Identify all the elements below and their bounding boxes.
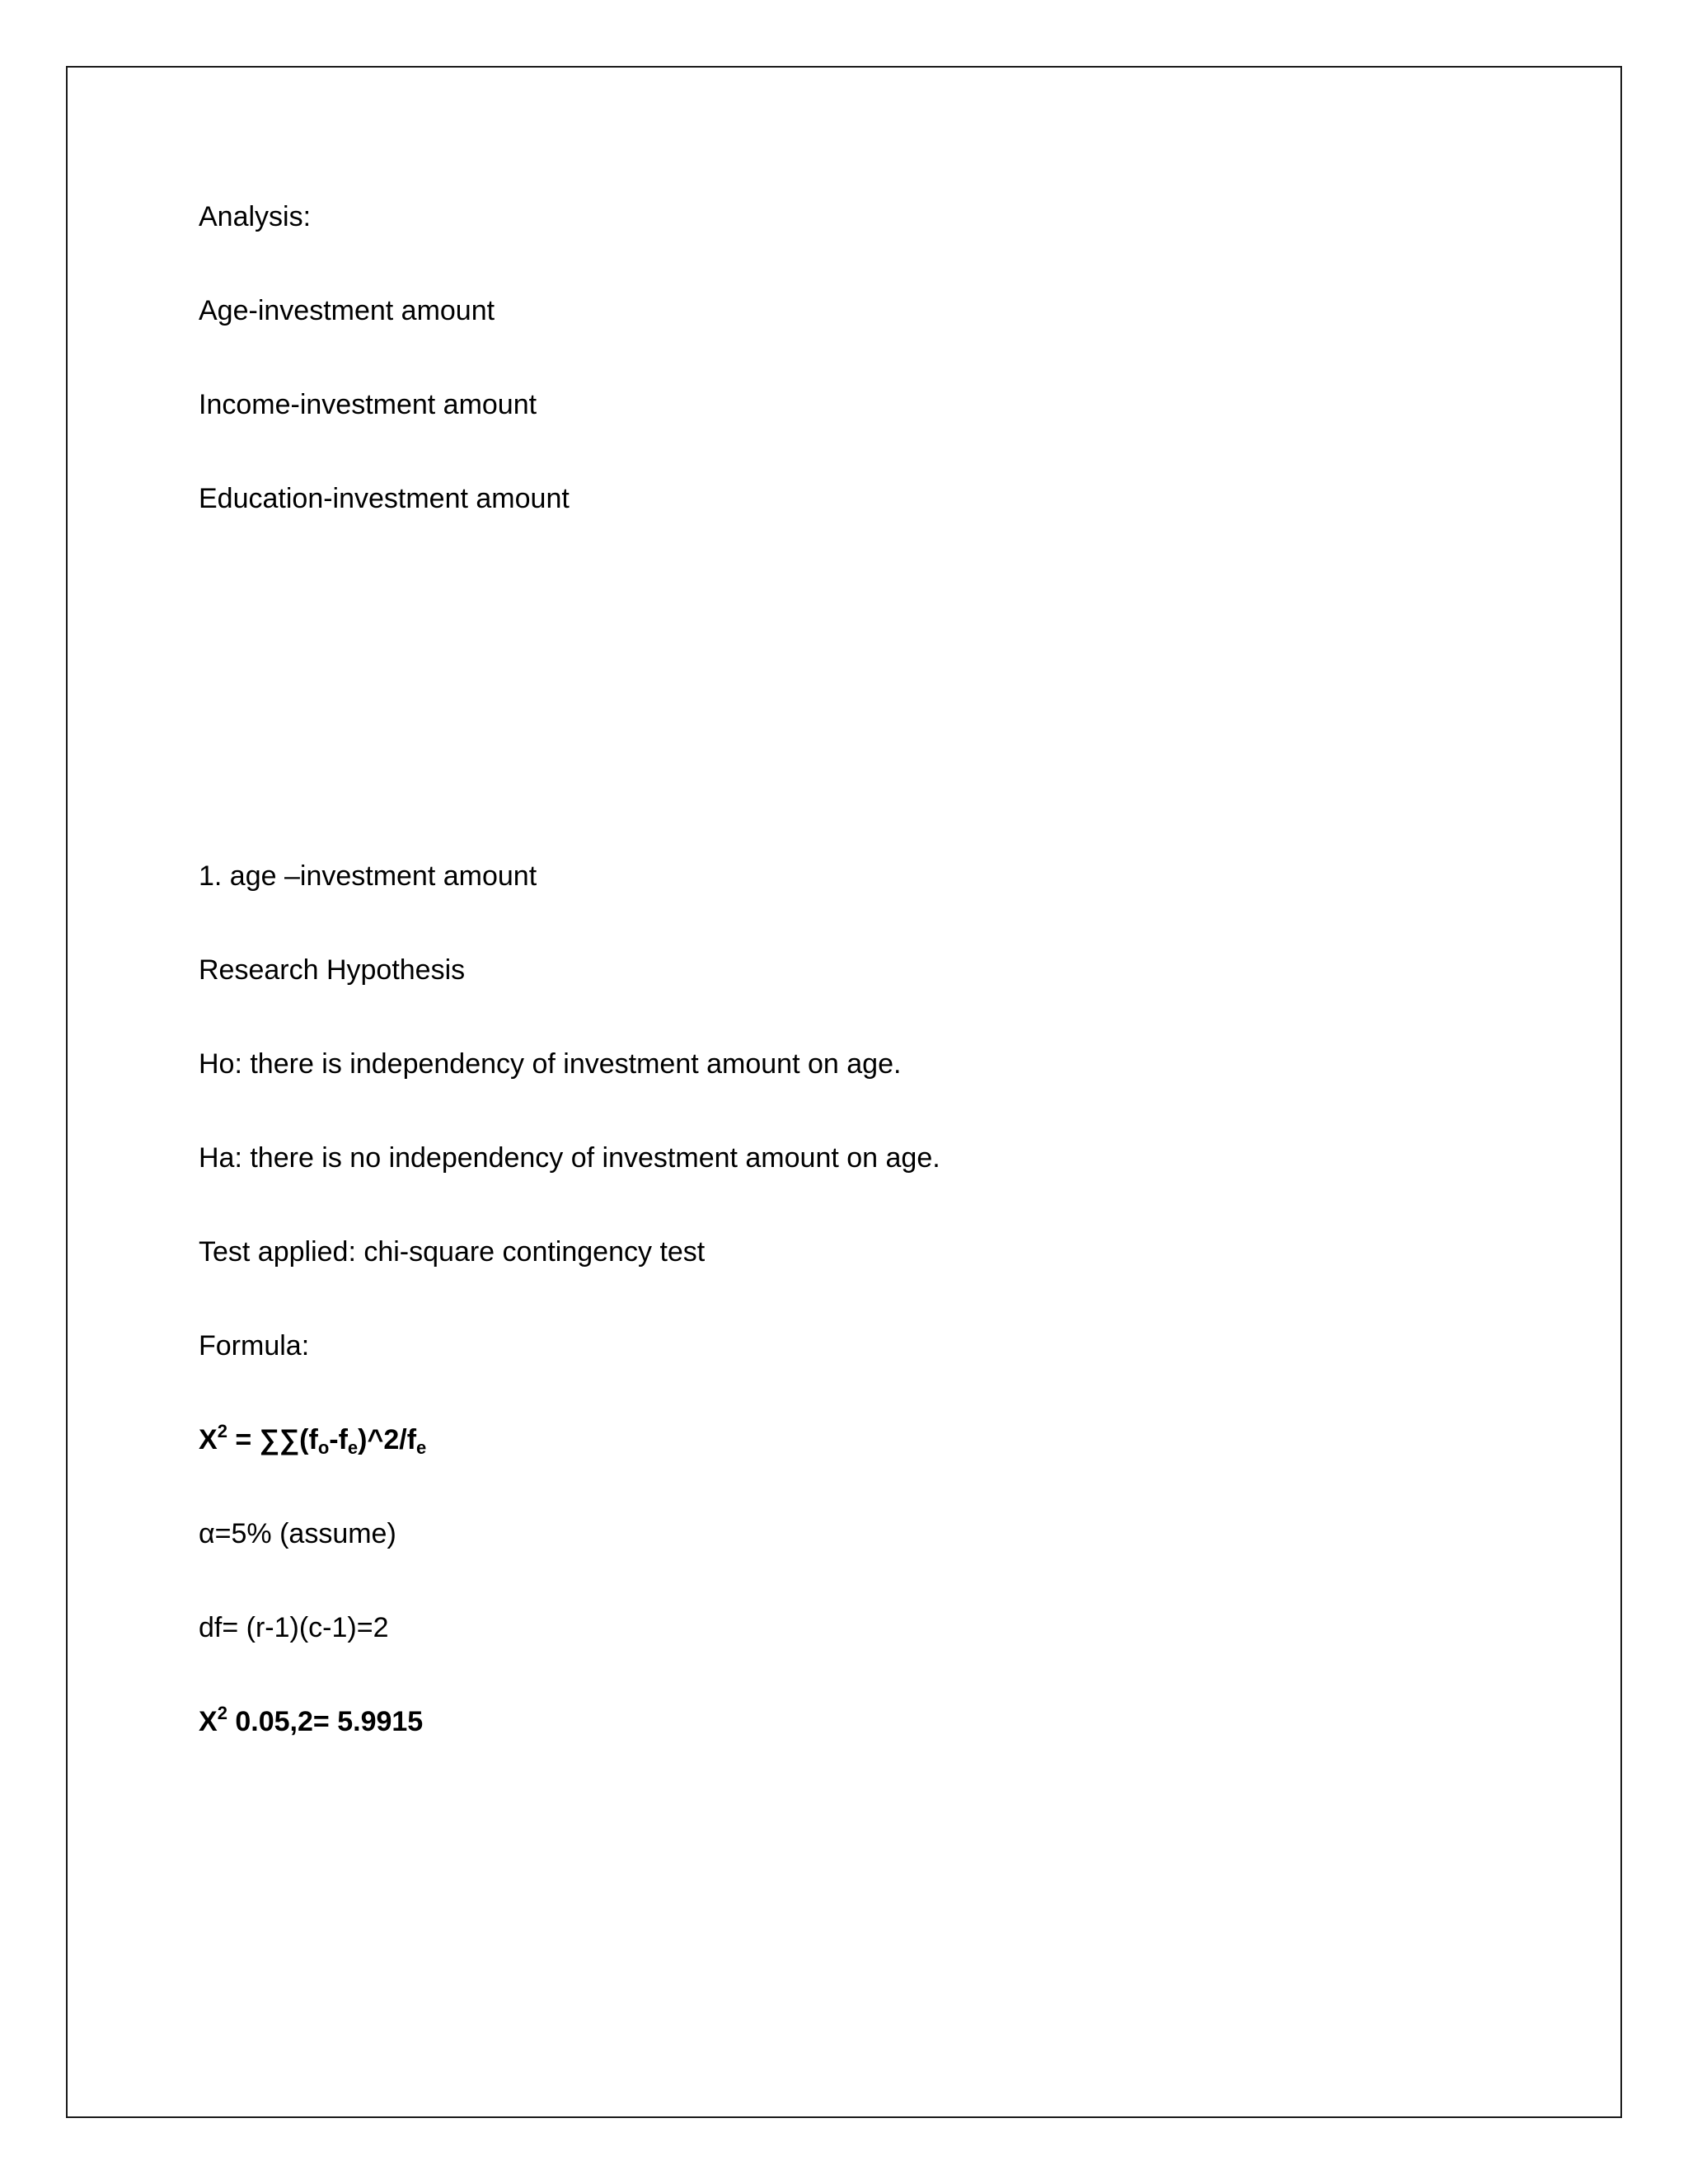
formula-sub-e2: e: [416, 1437, 427, 1458]
formula-part2: )^2/f: [358, 1424, 417, 1455]
degrees-of-freedom: df= (r-1)(c-1)=2: [199, 1612, 389, 1643]
analysis-item-education: Education-investment amount: [199, 483, 570, 514]
chi-square-formula: [199, 1423, 426, 1456]
formula-part1: = ∑∑(f: [227, 1424, 318, 1455]
page-border: [66, 66, 1622, 2118]
analysis-item-age: Age-investment amount: [199, 295, 495, 326]
critical-superscript: 2: [217, 1703, 227, 1723]
test-applied: Test applied: chi-square contingency test: [199, 1236, 706, 1268]
formula-sub-e: e: [347, 1437, 359, 1458]
alpha-value: α=5% (assume): [199, 1518, 396, 1549]
formula-superscript: 2: [217, 1421, 227, 1441]
formula-sub-o: o: [317, 1437, 330, 1458]
critical-rest: 0.05,2= 5.9915: [227, 1706, 424, 1737]
research-hypothesis-heading: Research Hypothesis: [199, 954, 466, 986]
null-hypothesis: Ho: there is independency of investment amount on age.: [199, 1048, 902, 1080]
formula-heading: Formula:: [199, 1330, 310, 1361]
critical-x: X: [199, 1706, 218, 1737]
formula-x: X: [199, 1424, 218, 1455]
section-title: 1. age –investment amount: [199, 860, 537, 892]
formula-dash: -f: [329, 1424, 348, 1455]
analysis-item-income: Income-investment amount: [199, 389, 537, 420]
analysis-heading: Analysis:: [199, 201, 312, 232]
critical-value: [199, 1705, 423, 1738]
alternative-hypothesis: Ha: there is no independency of investment amount on age.: [199, 1142, 940, 1174]
